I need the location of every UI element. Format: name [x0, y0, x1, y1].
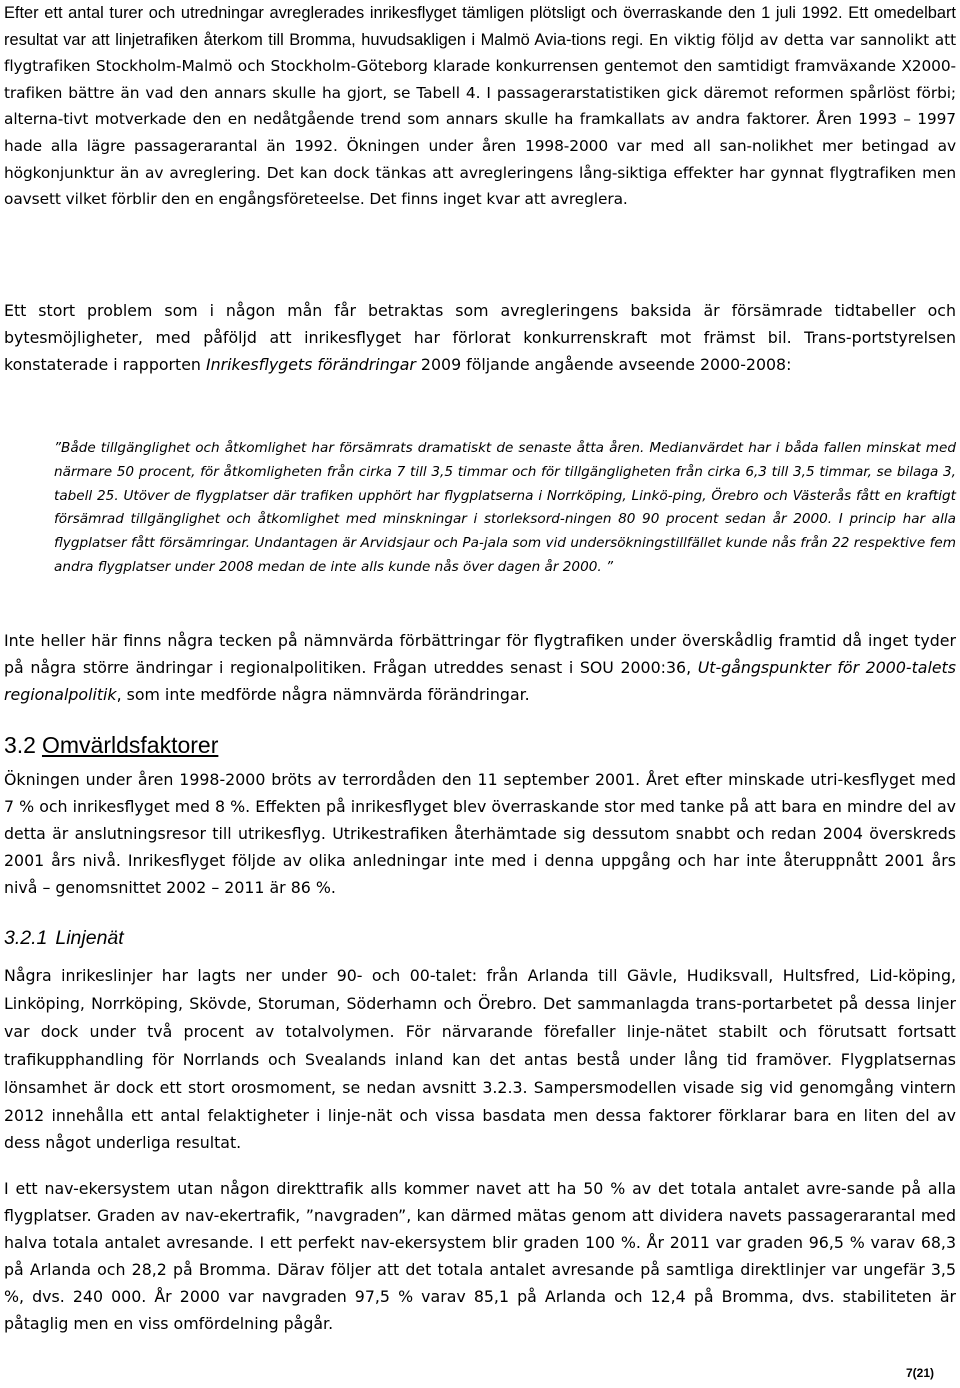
paragraph-route-network: Några inrikeslinjer har lagts ner under 90- och 00-talet: från Arlanda till Gävle, Hudiksvall, Hultsfred, Lid-köping, Linköping, Norrköping, Skövde, Storuman, Söderhamn och Örebro. Det sammanlagda trans-portarbetet på dessa linjer var dock under två procent av totalvolymen. För närvarande förefaller linje-nätet stabilt och förutsatt fortsatt trafikupphandling för Norrlands och Svealands inland kan det antas bestå under lång tid framöver. Flygplatsernas lönsamhet är dock ett stort orosmoment, se nedan avsnitt 3.2.3. Sampersmodellen visade sig vid genomgång vintern 2012 innehålla ett antal felaktigheter i linje-nät och vissa basdata men dessa faktorer förklarar bara en liten del av dess något underliga resultat.: [4, 966, 956, 1153]
section-number: 3.2: [4, 732, 36, 758]
paragraph-deregulation-rest: En viktig följd av detta var sannolikt att flygtrafiken Stockholm-Malmö och Stockholm-Göteborg klarade konkurrensen gentemot den samtidigt framväxande X2000-trafiken bättre än vad den annars skulle ha gjort, se Tabell 4. I passagerarstatistiken gick däremot reformen spårlöst förbi; alterna-tivt motverkade den en nedåtgående trend som annars skulle ha framkallats av andra faktorer. Åren 1993 – 1997 hade alla lägre passagerarantal än 1992. Ökningen under åren 1998-2000 var med all san-nolikhet mer betingad av högkonjunktur än av avreglering. Det kan dock tänkas att avregleringens lång-siktiga effekter har gynnat flygtrafiken men oavsett vilket förblir den en engångsföreteelse. Det finns inget kvar att avreglera.: [4, 30, 956, 209]
subsection-number: 3.2.1: [4, 927, 48, 949]
sou-title: Ut-gångspunkter för 2000-talets regionalpolitik: [4, 658, 956, 704]
paragraph-hub-spoke: I ett nav-ekersystem utan någon direkttrafik alls kommer navet att ha 50 % av det totala antalet avre-sande på alla flygplatser. Graden av nav-ekertrafik, ”navgraden”, kan därmed mätas genom att dividera navets passagerarantal med halva totala antalet avresande. I ett perfekt nav-ekersystem blir graden 100 %. År 2011 var graden 96,5 % varav 68,3 på Arlanda och 28,2 på Bromma. Därav följer att det totala antalet avresande på samtliga direktlinjer var ungefär 3,5 %, dvs. 240 000. År 2000 var navgraden 97,5 % varav 85,1 på Arlanda och 12,4 på Bromma, dvs. stabiliteten är påtaglig men en viss omfördelning pågår.: [4, 1179, 956, 1333]
section-heading: [4, 730, 218, 760]
paragraph-regional-policy-end: , som inte medförde några nämnvärda förändringar.: [116, 685, 530, 704]
subsection-title: Linjenät: [55, 927, 124, 949]
paragraph-timetables: [4, 298, 956, 378]
paragraph-timetables-end: 2009 följande angående avseende 2000-2008:: [415, 354, 792, 374]
paragraph-terror-attacks: Ökningen under åren 1998-2000 bröts av terrordåden den 11 september 2001. Året efter minskade utri-kesflyget med 7 % och inrikesflyget med 8 %. Effekten på inrikesflyget blev överraskande stor med tanke på att bara en mindre del av detta är anslutningsresor till utrikesflyg. Utrikestrafiken återhämtade sig dessutom snabbt och redan 2004 överskreds 2001 års nivå. Inrikesflyget följde av olika anledningar inte med i denna uppgång och har inte återuppnått 2001 års nivå – genomsnittet 2002 – 2011 är 86 %.: [4, 770, 956, 897]
paragraph-regional-policy-text: Inte heller här finns några tecken på nämnvärda förbättringar för flygtrafiken under överskådlig framtid då inget tyder på några större ändringar i regionalpolitiken. Frågan utreddes senast i SOU 2000:36,: [4, 631, 956, 677]
paragraph-deregulation-lead: Efter ett antal turer och utredningar avreglerades inrikesflyget tämligen plötsligt och överraskande den 1 juli 1992. Ett omedelbart resultat var att linjetrafiken återkom till Bromma, huvudsakligen i Malmö Avia-tions regi.: [4, 4, 956, 49]
block-quote: ”Både tillgänglighet och åtkomlighet har försämrats dramatiskt de senaste åtta åren. Medianvärdet har i båda fallen minskat med närmare 50 procent, för åtkomligheten från cirka 7 till 3,5 timmar och för tillgängligheten från cirka 6,3 till 3,5 timmar, se bilaga 3, tabell 25. Utöver de flygplatser där trafiken upphört har flygplatserna i Norrköping, Linkö-ping, Örebro och Västerås fått en kraftigt försämrad tillgänglighet och åtkomlighet med minskningar i storleksord-ningen 80 90 procent sedan år 2000. I princip har alla flygplatser fått försämringar. Undantagen är Arvidsjaur och Pa-jala som vid undersökningstillfället kunde nås från 22 respektive fem andra flygplatser under 2008 medan de inte alls kunde nås över dagen år 2000. ”: [54, 440, 956, 575]
paragraph-timetables-text: Ett stort problem som i någon mån får betraktas som avregleringens baksida är försämrade tidtabeller och bytesmöjligheter, med påföljd att inrikesflyget har förlorat konkurrenskraft mot främst bil. Trans-portstyrelsen konstaterade i rapporten: [4, 301, 956, 374]
page-number: 7(21): [905, 1366, 934, 1380]
section-title: Omvärldsfaktorer: [41, 732, 219, 758]
paragraph-deregulation: [4, 0, 956, 213]
subsection-heading: [4, 925, 124, 951]
paragraph-regional-policy: [4, 627, 956, 708]
report-title: Inrikesflygets förändringar: [205, 354, 416, 374]
